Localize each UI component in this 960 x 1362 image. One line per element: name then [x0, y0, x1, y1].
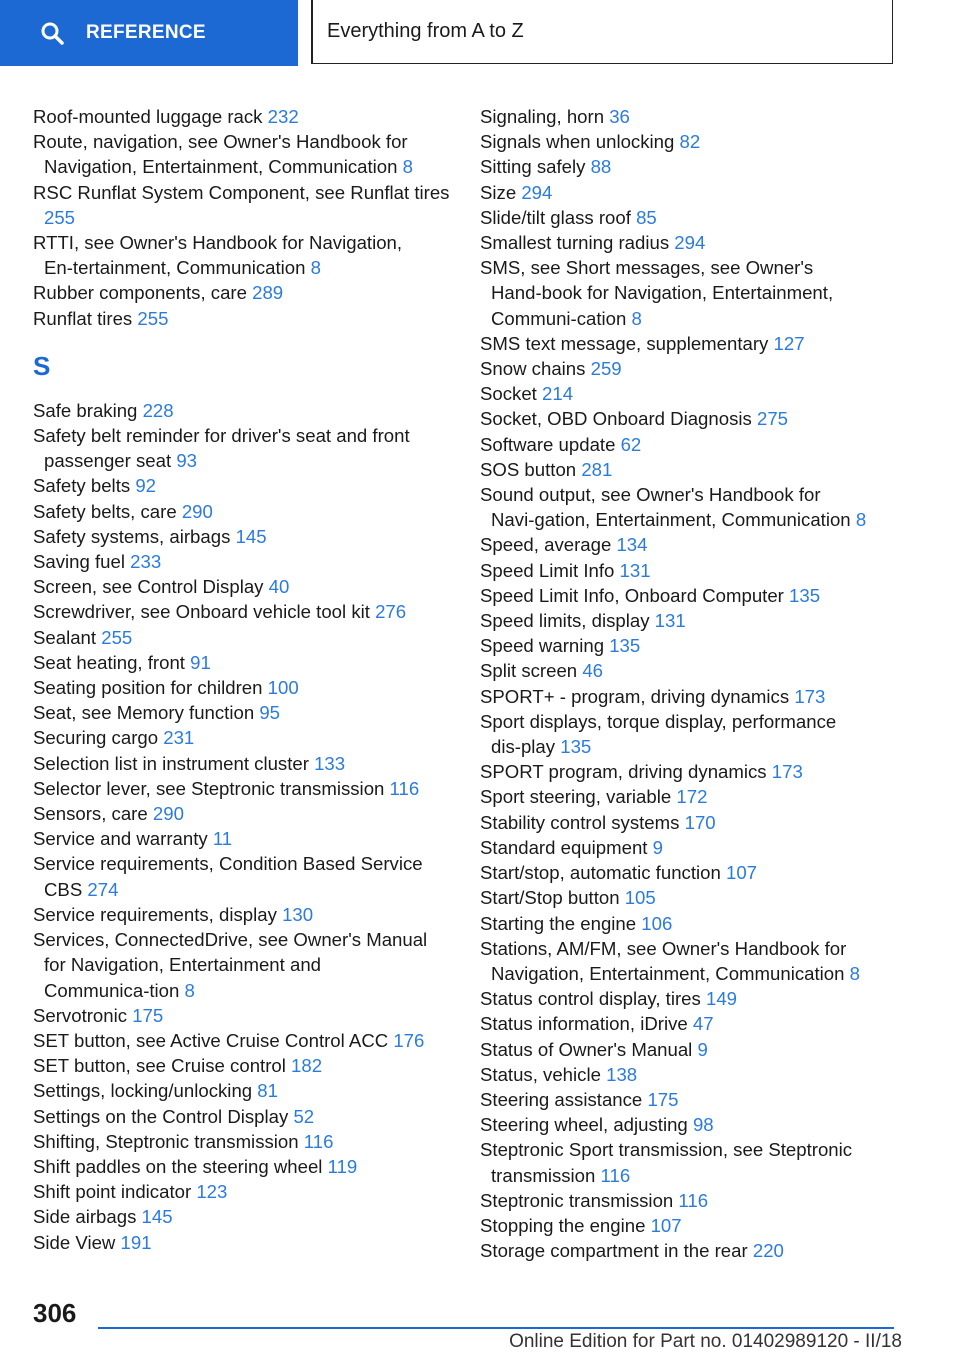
index-entry [480, 558, 900, 583]
page-link[interactable]: 294 [674, 232, 706, 254]
entry-text: SOS button [480, 458, 577, 480]
page-link[interactable]: 173 [771, 761, 803, 783]
page-link[interactable]: 40 [268, 576, 290, 598]
page-link[interactable]: 228 [142, 399, 174, 421]
index-entry [480, 583, 900, 608]
page-link[interactable]: 145 [235, 525, 267, 547]
page-link[interactable]: 98 [692, 1114, 714, 1136]
index-entry [480, 658, 900, 683]
page-link[interactable]: 255 [137, 307, 169, 329]
index-entry [33, 499, 453, 524]
page-link[interactable]: 130 [282, 903, 314, 925]
page-link[interactable]: 289 [252, 282, 284, 304]
entry-text: Route, navigation, see Owner's Handbook for Navigation, Entertainment, Communication [33, 131, 408, 178]
page-link[interactable]: 116 [303, 1130, 334, 1152]
index-entry [33, 306, 453, 331]
section-title-tab [311, 0, 893, 64]
entry-text: Sitting safely [480, 156, 586, 178]
entry-text: Side airbags [33, 1206, 137, 1228]
page-number: 306 [33, 1298, 77, 1328]
index-entry [33, 801, 453, 826]
entry-text: Status, vehicle [480, 1063, 601, 1085]
page-link[interactable]: 149 [705, 988, 738, 1010]
page-link[interactable]: 232 [267, 106, 299, 127]
entry-text: Safe braking [33, 399, 138, 421]
page-link[interactable]: 82 [679, 131, 701, 153]
entries-r [33, 104, 453, 331]
entry-text: Snow chains [480, 358, 586, 380]
entry-text: Safety belts [33, 475, 131, 497]
entry-text: Safety belts, care [33, 500, 177, 522]
index-entry [480, 482, 900, 532]
index-entry [480, 1011, 900, 1036]
index-entry [480, 709, 900, 759]
page-link[interactable]: 8 [855, 509, 867, 531]
entry-text: Safety belt reminder for driver's seat and front passenger seat [33, 425, 410, 472]
page-link[interactable]: 47 [692, 1013, 714, 1035]
entry-text: Steptronic transmission [480, 1189, 674, 1211]
entry-text: Start/Stop button [480, 887, 620, 909]
entry-text: Socket [480, 383, 537, 405]
page-link[interactable]: 145 [141, 1206, 173, 1228]
entry-text: Speed warning [480, 635, 605, 657]
entry-text: SMS, see Short messages, see Owner's Hand‑book for Navigation, Entertainment, Communi‑cation [480, 257, 834, 329]
page-link[interactable]: 9 [697, 1038, 708, 1060]
page-link[interactable]: 116 [389, 777, 420, 799]
entry-text: Starting the engine [480, 912, 637, 934]
index-entry [480, 230, 900, 255]
index-entry [480, 532, 900, 557]
entry-text: Steptronic Sport transmission, see Steptronic transmission [480, 1139, 853, 1186]
index-entry [33, 776, 453, 801]
page-link[interactable]: 135 [560, 736, 592, 758]
index-entry [33, 1003, 453, 1028]
entry-text: Steering assistance [480, 1088, 643, 1110]
page-link[interactable]: 119 [327, 1155, 358, 1177]
index-entry [480, 1087, 900, 1112]
index-entry [33, 1230, 453, 1255]
index-entry [33, 902, 453, 927]
entry-text: Speed limits, display [480, 610, 650, 632]
entry-text: Split screen [480, 660, 578, 682]
page-link[interactable]: 131 [619, 559, 651, 581]
page-link[interactable]: 105 [624, 887, 656, 909]
entry-text: Securing cargo [33, 727, 159, 749]
page-link[interactable]: 290 [152, 803, 184, 825]
index-entry [480, 911, 900, 936]
index-entry [480, 406, 900, 431]
index-entry [480, 684, 900, 709]
page-link[interactable]: 175 [647, 1088, 679, 1110]
entry-text: Sound output, see Owner's Handbook for Navi‑gation, Entertainment, Communication [480, 484, 851, 531]
page-link[interactable]: 135 [609, 635, 641, 657]
index-entry [480, 835, 900, 860]
page-link[interactable]: 116 [600, 1164, 631, 1186]
entry-text: Steering wheel, adjusting [480, 1114, 688, 1136]
reference-label: REFERENCE [86, 22, 206, 43]
entry-text: Status control display, tires [480, 988, 701, 1010]
entry-text: Shift point indicator [33, 1181, 192, 1203]
index-entry [33, 398, 453, 423]
page-link[interactable]: 93 [176, 450, 198, 472]
index-entry [33, 700, 453, 725]
page-link[interactable]: 62 [620, 433, 642, 455]
index-column-right [480, 104, 900, 1263]
index-entry [480, 759, 900, 784]
index-entry [480, 608, 900, 633]
entry-text: Seat heating, front [33, 651, 185, 673]
entry-text: Settings on the Control Display [33, 1105, 289, 1127]
index-entry [33, 1154, 453, 1179]
entry-text: SPORT program, driving dynamics [480, 761, 767, 783]
page-link[interactable]: 127 [773, 332, 805, 354]
entry-text: Size [480, 181, 517, 203]
entry-text: Settings, locking/unlocking [33, 1080, 253, 1102]
page-link[interactable]: 52 [293, 1105, 315, 1127]
index-entry [480, 255, 900, 331]
page-link[interactable]: 116 [678, 1189, 709, 1211]
index-entry [480, 986, 900, 1011]
page-link[interactable]: 11 [212, 828, 233, 850]
reference-tab[interactable] [0, 0, 298, 66]
page-link[interactable]: 81 [257, 1080, 278, 1102]
index-entry [480, 154, 900, 179]
page-link[interactable]: 85 [636, 206, 657, 228]
index-entry [33, 1179, 453, 1204]
index-entry [480, 432, 900, 457]
index-entry [480, 381, 900, 406]
index-entry [480, 457, 900, 482]
index-entry [480, 205, 900, 230]
index-entry [480, 104, 900, 129]
entry-text: RTTI, see Owner's Handbook for Navigation, En‑tertainment, Communication [33, 232, 403, 279]
page-link[interactable]: 255 [44, 206, 76, 228]
entry-text: Sealant [33, 626, 97, 648]
entry-text: Speed, average [480, 534, 612, 556]
entry-text: SET button, see Active Cruise Control ACC [33, 1029, 389, 1051]
index-entry [33, 129, 453, 179]
index-entry [480, 1037, 900, 1062]
index-entry [33, 473, 453, 498]
page-link[interactable]: 8 [184, 979, 195, 1001]
index-entry [33, 1078, 453, 1103]
index-entry [480, 784, 900, 809]
entry-text: Safety systems, airbags [33, 525, 231, 547]
page-link[interactable]: 8 [310, 257, 321, 279]
entry-text: Stopping the engine [480, 1214, 646, 1236]
entry-text: Shifting, Steptronic transmission [33, 1130, 299, 1152]
index-entry [33, 549, 453, 574]
page-link[interactable]: 88 [590, 156, 612, 178]
index-entry [33, 826, 453, 851]
index-entry [33, 280, 453, 305]
entry-text: SPORT+ - program, driving dynamics [480, 685, 790, 707]
page-link[interactable]: 274 [87, 878, 119, 900]
page-link[interactable]: 8 [849, 962, 860, 984]
page-link[interactable]: 276 [375, 601, 407, 623]
entry-text: SMS text message, supplementary [480, 332, 769, 354]
index-entry [33, 650, 453, 675]
entry-text: Side View [33, 1231, 116, 1253]
entry-text: Stability control systems [480, 811, 680, 833]
index-entry [33, 625, 453, 650]
page-link[interactable]: 191 [120, 1231, 152, 1253]
page-link[interactable]: 175 [132, 1004, 164, 1026]
index-entry [33, 675, 453, 700]
page-link[interactable]: 9 [652, 836, 663, 858]
page-link[interactable]: 106 [641, 912, 673, 934]
entry-text: Signaling, horn [480, 106, 605, 127]
page-link[interactable]: 8 [402, 156, 413, 178]
index-entry [480, 633, 900, 658]
page-link[interactable]: 131 [654, 610, 686, 632]
page-link[interactable]: 173 [794, 685, 826, 707]
page-link[interactable]: 135 [789, 584, 821, 606]
entry-text: Socket, OBD Onboard Diagnosis [480, 408, 752, 430]
entry-text: Service requirements, Condition Based Service CBS [33, 853, 423, 900]
page-link[interactable]: 255 [101, 626, 133, 648]
entry-text: Status of Owner's Manual [480, 1038, 693, 1060]
page-link[interactable]: 220 [752, 1240, 784, 1262]
page-link[interactable]: 107 [725, 862, 758, 884]
entry-text: Stations, AM/FM, see Owner's Handbook for Navigation, Entertainment, Communication [480, 937, 847, 984]
entry-text: Standard equipment [480, 836, 648, 858]
page-link[interactable]: 281 [581, 458, 613, 480]
page-link[interactable]: 123 [196, 1181, 228, 1203]
page-link[interactable]: 46 [582, 660, 604, 682]
page-link[interactable]: 170 [684, 811, 716, 833]
index-entry [480, 1238, 900, 1263]
index-entry [33, 180, 453, 230]
entry-text: Roof-mounted luggage rack [33, 106, 263, 127]
page-link[interactable]: 138 [606, 1063, 638, 1085]
page-link[interactable]: 259 [590, 358, 622, 380]
entry-text: Servotronic [33, 1004, 128, 1026]
index-entry [480, 810, 900, 835]
page-link[interactable]: 95 [259, 702, 281, 724]
page-link[interactable]: 233 [130, 551, 162, 573]
index-entry [480, 1188, 900, 1213]
entry-text: Slide/tilt glass roof [480, 206, 631, 228]
index-entry [33, 1028, 453, 1053]
index-entry [33, 230, 453, 280]
header [0, 0, 960, 66]
entry-text: Screen, see Control Display [33, 576, 264, 598]
entry-text: Service and warranty [33, 828, 208, 850]
entry-text: Shift paddles on the steering wheel [33, 1155, 323, 1177]
section-title: Everything from A to Z [327, 20, 524, 42]
index-entry [33, 1104, 453, 1129]
entry-text: Start/stop, automatic function [480, 862, 721, 884]
index-entry [480, 885, 900, 910]
index-entry [480, 129, 900, 154]
entry-text: Status information, iDrive [480, 1013, 688, 1035]
index-entry [33, 423, 453, 473]
index-column-left [33, 104, 453, 1255]
entry-text: Selector lever, see Steptronic transmission [33, 777, 385, 799]
index-entry [33, 1053, 453, 1078]
page-link[interactable]: 92 [135, 475, 157, 497]
entry-text: Speed Limit Info, Onboard Computer [480, 584, 784, 606]
index-entry [33, 751, 453, 776]
page-link[interactable]: 172 [676, 786, 708, 808]
page-link[interactable]: 176 [393, 1029, 425, 1051]
edition-note: Online Edition for Part no. 01402989120 - II/18 [509, 1331, 902, 1352]
entry-text: Selection list in instrument cluster [33, 752, 309, 774]
page-link[interactable]: 133 [314, 752, 346, 774]
entries-s [33, 398, 453, 1255]
index-entry [33, 599, 453, 624]
page-link[interactable]: 134 [616, 534, 648, 556]
entry-text: Storage compartment in the rear [480, 1240, 748, 1262]
entries-right [480, 104, 900, 1263]
entry-text: Runflat tires [33, 307, 133, 329]
index-entry [480, 1137, 900, 1187]
entry-text: Seat, see Memory function [33, 702, 255, 724]
index-entry [480, 936, 900, 986]
page-link[interactable]: 294 [521, 181, 553, 203]
page-link[interactable]: 8 [631, 307, 642, 329]
entry-text: RSC Runflat System Component, see Runflat tires [33, 181, 450, 203]
index-entry [33, 927, 453, 1003]
search-icon [40, 20, 66, 46]
entry-text: Screwdriver, see Onboard vehicle tool kit [33, 601, 370, 623]
index-entry [33, 725, 453, 750]
footer-divider [98, 1327, 894, 1329]
entry-text: Saving fuel [33, 551, 125, 573]
page-link[interactable]: 275 [756, 408, 789, 430]
index-entry [480, 356, 900, 381]
index-entry [480, 1062, 900, 1087]
entry-text: SET button, see Cruise control [33, 1055, 286, 1077]
entry-text: Signals when unlocking [480, 131, 675, 153]
page-link[interactable]: 100 [267, 677, 299, 699]
page-link[interactable]: 182 [291, 1055, 323, 1077]
entry-text: Sensors, care [33, 803, 148, 825]
index-entry [33, 851, 453, 901]
entry-text: Speed Limit Info [480, 559, 615, 581]
entry-text: Rubber components, care [33, 282, 247, 304]
entry-text: Sport displays, torque display, performance dis‑play [480, 710, 837, 758]
index-entry [33, 104, 453, 129]
page-link[interactable]: 36 [609, 106, 630, 127]
index-entry [480, 331, 900, 356]
index-entry [480, 180, 900, 205]
page-link[interactable]: 91 [190, 651, 211, 673]
index-entry [33, 524, 453, 549]
entry-text: Software update [480, 433, 616, 455]
entry-text: Seating position for children [33, 677, 263, 699]
entry-text: Service requirements, display [33, 903, 277, 925]
page-link[interactable]: 290 [181, 500, 213, 522]
index-entry [480, 1112, 900, 1137]
page-link[interactable]: 107 [650, 1214, 682, 1236]
page-link[interactable]: 214 [542, 383, 574, 405]
index-letter: S [33, 350, 51, 381]
entry-text: Smallest turning radius [480, 232, 670, 254]
page-link[interactable]: 231 [163, 727, 195, 749]
index-entry [33, 1129, 453, 1154]
index-entry [33, 574, 453, 599]
index-entry [33, 1204, 453, 1229]
index-entry [480, 1213, 900, 1238]
index-entry [480, 860, 900, 885]
entry-text: Services, ConnectedDrive, see Owner's Manual for Navigation, Entertainment and Communica‑tion [33, 929, 428, 1001]
entry-text: Sport steering, variable [480, 786, 672, 808]
